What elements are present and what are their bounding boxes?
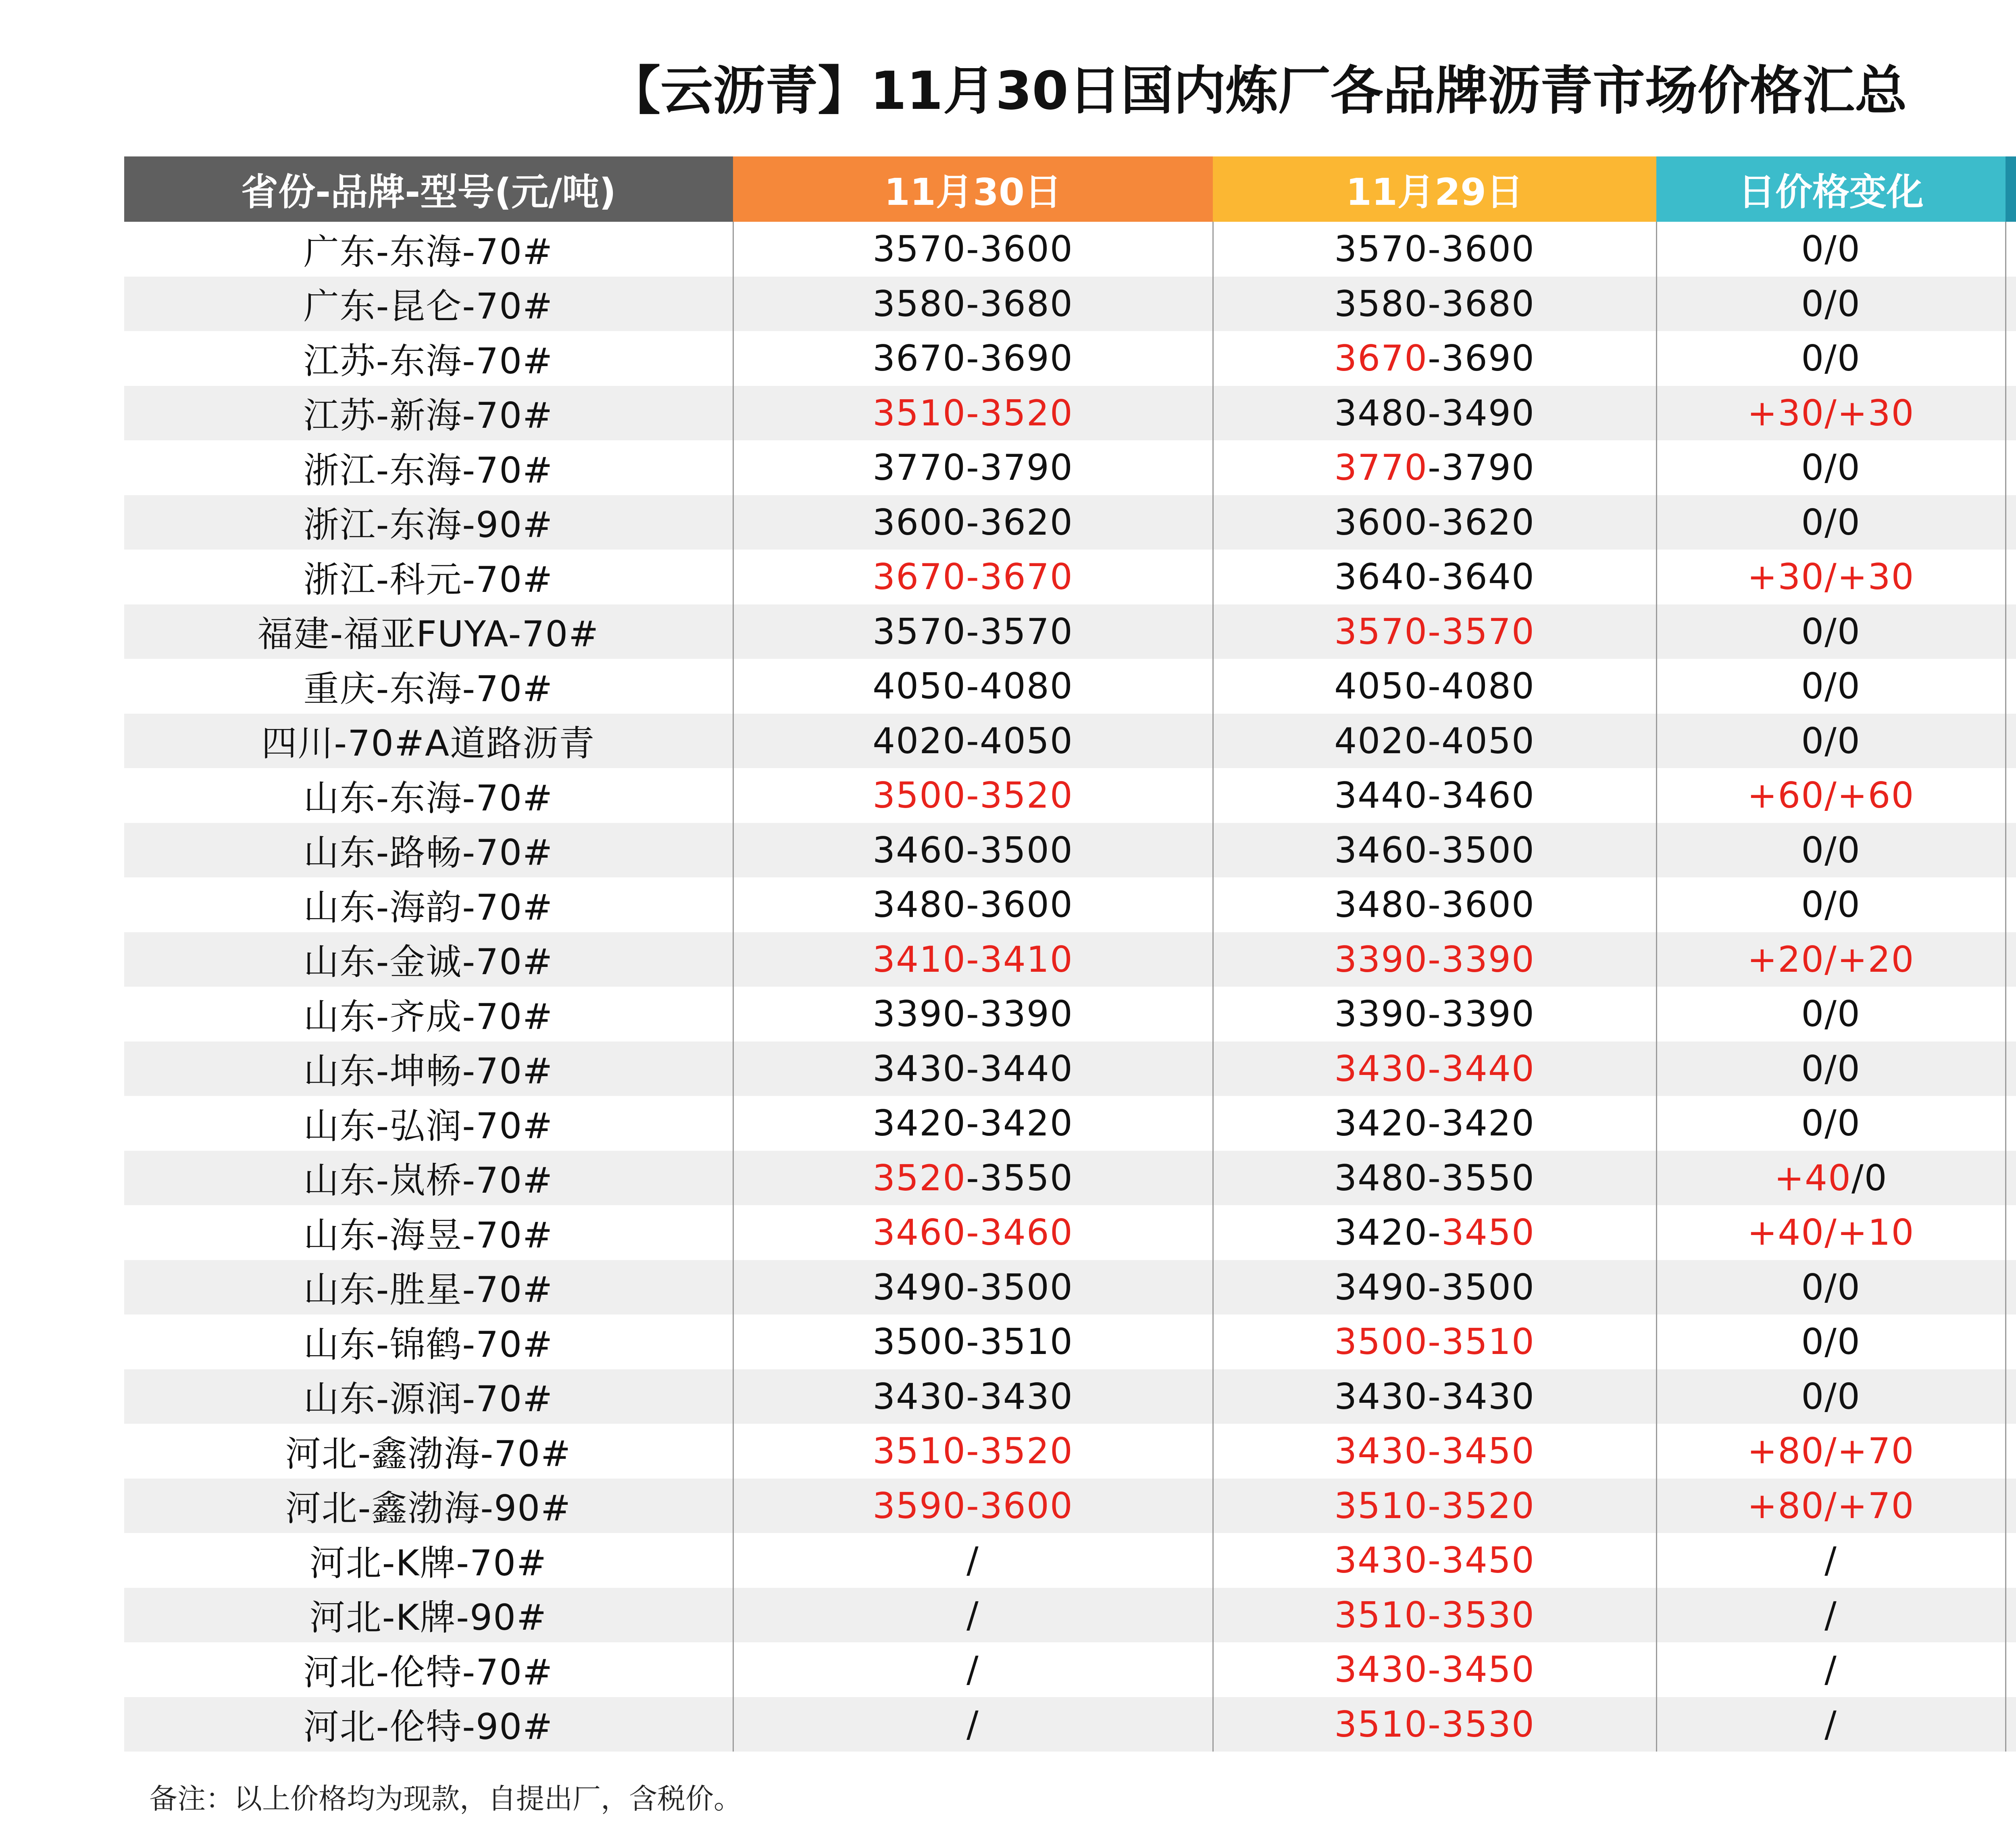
daily-change-cell bbox=[1656, 987, 2006, 1041]
cell-text: 3510-3520 bbox=[873, 1430, 1073, 1472]
today-price-cell bbox=[733, 877, 1213, 932]
weekly-change-cell bbox=[2006, 222, 2016, 277]
table-row bbox=[124, 440, 2016, 495]
yesterday-price-cell bbox=[1213, 1369, 1656, 1424]
weekly-change-cell bbox=[2006, 1369, 2016, 1424]
cell-text: 浙江-东海-90# bbox=[303, 504, 553, 546]
brand-cell bbox=[124, 823, 733, 878]
header-weekly-change bbox=[2006, 156, 2016, 222]
weekly-change-cell bbox=[2006, 768, 2016, 823]
cell-text: 3640-3640 bbox=[1334, 556, 1535, 598]
table-row bbox=[124, 1260, 2016, 1315]
cell-text: 3500-3510 bbox=[1334, 1321, 1535, 1363]
brand-cell bbox=[124, 495, 733, 550]
brand-cell bbox=[124, 331, 733, 386]
weekly-change-cell bbox=[2006, 1642, 2016, 1697]
brand-cell bbox=[124, 768, 733, 823]
today-price-cell bbox=[733, 768, 1213, 823]
cell-text: 山东-胜星-70# bbox=[303, 1269, 553, 1311]
cell-text: 3770 bbox=[1334, 447, 1428, 489]
cell-text: 四川-70#A道路沥青 bbox=[261, 723, 596, 764]
brand-cell bbox=[124, 659, 733, 714]
brand-cell bbox=[124, 714, 733, 769]
brand-cell bbox=[124, 440, 733, 495]
weekly-change-cell bbox=[2006, 714, 2016, 769]
table-row bbox=[124, 1642, 2016, 1697]
daily-change-cell bbox=[1656, 1151, 2006, 1206]
today-price-cell bbox=[733, 331, 1213, 386]
today-price-cell bbox=[733, 1424, 1213, 1479]
brand-cell bbox=[124, 1588, 733, 1643]
cell-text: 3390-3390 bbox=[1334, 938, 1535, 980]
yesterday-price-cell bbox=[1213, 714, 1656, 769]
cell-text: 0/0 bbox=[1801, 283, 1861, 325]
cell-text: 3500-3520 bbox=[873, 775, 1073, 817]
cell-text: 3460-3500 bbox=[873, 829, 1073, 871]
cell-text: 3510-3530 bbox=[1334, 1703, 1535, 1745]
cell-text: 0/0 bbox=[1801, 228, 1861, 270]
cell-text: 江苏-新海-70# bbox=[303, 395, 553, 437]
cell-text: 3580-3680 bbox=[1334, 283, 1535, 325]
header-yesterday-price: 11月29日 bbox=[1213, 156, 1656, 222]
cell-text: 江苏-东海-70# bbox=[303, 340, 553, 382]
today-price-cell bbox=[733, 1096, 1213, 1151]
weekly-change-cell bbox=[2006, 386, 2016, 441]
weekly-change-cell bbox=[2006, 1314, 2016, 1369]
cell-text: 福建-福亚FUYA-70# bbox=[257, 613, 599, 655]
cell-text: 山东-弘润-70# bbox=[303, 1105, 553, 1147]
cell-text: 山东-齐成-70# bbox=[303, 996, 553, 1037]
cell-text: 3590-3600 bbox=[873, 1485, 1073, 1527]
cell-text: 广东-东海-70# bbox=[303, 231, 553, 273]
cell-text: / bbox=[966, 1649, 979, 1691]
cell-text: / bbox=[966, 1594, 979, 1636]
table-row bbox=[124, 1697, 2016, 1752]
cell-text: 4050-4080 bbox=[1334, 665, 1535, 707]
cell-text: 0/0 bbox=[1801, 720, 1861, 762]
daily-change-cell bbox=[1656, 277, 2006, 331]
today-price-cell bbox=[733, 1369, 1213, 1424]
cell-text: 山东-锦鹤-70# bbox=[303, 1323, 553, 1365]
weekly-change-cell bbox=[2006, 1096, 2016, 1151]
today-price-cell bbox=[733, 1260, 1213, 1315]
cell-text: 0/0 bbox=[1801, 1266, 1861, 1308]
cell-text: +20/+20 bbox=[1747, 938, 1915, 980]
yesterday-price-cell bbox=[1213, 604, 1656, 659]
cell-text: 3770-3790 bbox=[873, 447, 1073, 489]
cell-text: / bbox=[1824, 1539, 1837, 1581]
cell-text: 3430-3450 bbox=[1334, 1649, 1535, 1691]
cell-text: 3390-3390 bbox=[1334, 993, 1535, 1035]
table-row bbox=[124, 987, 2016, 1041]
table-row bbox=[124, 823, 2016, 878]
table-row bbox=[124, 1533, 2016, 1588]
cell-text: 3510-3520 bbox=[1334, 1485, 1535, 1527]
yesterday-price-cell bbox=[1213, 932, 1656, 987]
cell-text: 3460-3500 bbox=[1334, 829, 1535, 871]
cell-text: -3690 bbox=[1428, 337, 1535, 379]
cell-text: 3510-3520 bbox=[873, 392, 1073, 434]
today-price-cell bbox=[733, 1533, 1213, 1588]
yesterday-price-cell bbox=[1213, 550, 1656, 604]
daily-change-cell bbox=[1656, 386, 2006, 441]
weekly-change-cell bbox=[2006, 1205, 2016, 1260]
today-price-cell bbox=[733, 1314, 1213, 1369]
today-price-cell bbox=[733, 550, 1213, 604]
daily-change-cell bbox=[1656, 1533, 2006, 1588]
cell-text: 3430-3450 bbox=[1334, 1539, 1535, 1581]
table-row bbox=[124, 222, 2016, 277]
cell-text: 0/0 bbox=[1801, 610, 1861, 652]
cell-text: +80/+70 bbox=[1747, 1430, 1915, 1472]
cell-text: 山东-坤畅-70# bbox=[303, 1050, 553, 1092]
table-row bbox=[124, 1096, 2016, 1151]
brand-cell bbox=[124, 932, 733, 987]
cell-text: 3480-3600 bbox=[873, 884, 1073, 926]
cell-text: 3570-3570 bbox=[1334, 610, 1535, 652]
yesterday-price-cell bbox=[1213, 1588, 1656, 1643]
cell-text: 山东-东海-70# bbox=[303, 777, 553, 819]
cell-text: +30/+30 bbox=[1747, 392, 1915, 434]
cell-text: / bbox=[1824, 1594, 1837, 1636]
brand-cell bbox=[124, 1369, 733, 1424]
price-table bbox=[124, 156, 2016, 1752]
weekly-change-cell bbox=[2006, 1151, 2016, 1206]
cell-text: +40/+10 bbox=[1747, 1212, 1915, 1254]
table-row bbox=[124, 1205, 2016, 1260]
cell-text: 0/0 bbox=[1801, 1321, 1861, 1363]
daily-change-cell bbox=[1656, 1041, 2006, 1096]
today-price-cell bbox=[733, 440, 1213, 495]
brand-cell bbox=[124, 1041, 733, 1096]
today-price-cell bbox=[733, 386, 1213, 441]
cell-text: /0 bbox=[1851, 1157, 1888, 1199]
today-price-cell bbox=[733, 222, 1213, 277]
daily-change-cell bbox=[1656, 222, 2006, 277]
cell-text: 山东-海韵-70# bbox=[303, 886, 553, 928]
brand-cell bbox=[124, 987, 733, 1041]
cell-text: +60/+60 bbox=[1747, 775, 1915, 817]
cell-text: 4020-4050 bbox=[873, 720, 1073, 762]
cell-text: 3570-3570 bbox=[873, 610, 1073, 652]
cell-text: 河北-鑫渤海-90# bbox=[285, 1487, 571, 1529]
table-row bbox=[124, 932, 2016, 987]
cell-text: 广东-昆仑-70# bbox=[303, 285, 553, 327]
cell-text: / bbox=[1824, 1703, 1837, 1745]
cell-text: 3430-3430 bbox=[873, 1375, 1073, 1417]
weekly-change-cell bbox=[2006, 987, 2016, 1041]
daily-change-cell bbox=[1656, 877, 2006, 932]
daily-change-cell bbox=[1656, 1424, 2006, 1479]
cell-text: 3410-3410 bbox=[873, 938, 1073, 980]
weekly-change-cell bbox=[2006, 331, 2016, 386]
table-row bbox=[124, 1369, 2016, 1424]
cell-text: +40 bbox=[1774, 1157, 1852, 1199]
yesterday-price-cell bbox=[1213, 823, 1656, 878]
daily-change-cell bbox=[1656, 1260, 2006, 1315]
cell-text: 3670-3690 bbox=[873, 337, 1073, 379]
cell-text: -3550 bbox=[966, 1157, 1073, 1199]
cell-text: / bbox=[966, 1703, 979, 1745]
weekly-change-cell bbox=[2006, 659, 2016, 714]
table-row bbox=[124, 331, 2016, 386]
cell-text: 3600-3620 bbox=[873, 501, 1073, 543]
footnote: 备注：以上价格均为现款，自提出厂，含税价。 bbox=[149, 1782, 742, 1815]
weekly-change-cell bbox=[2006, 1588, 2016, 1643]
cell-text: -3790 bbox=[1428, 447, 1535, 489]
table-header-row bbox=[124, 156, 2016, 222]
today-price-cell bbox=[733, 1479, 1213, 1533]
cell-text: 0/0 bbox=[1801, 337, 1861, 379]
yesterday-price-cell bbox=[1213, 768, 1656, 823]
cell-text: 3460-3460 bbox=[873, 1212, 1073, 1254]
brand-cell bbox=[124, 1260, 733, 1315]
cell-text: 3440-3460 bbox=[1334, 775, 1535, 817]
brand-cell bbox=[124, 1697, 733, 1752]
table-row bbox=[124, 659, 2016, 714]
yesterday-price-cell bbox=[1213, 877, 1656, 932]
weekly-change-cell bbox=[2006, 495, 2016, 550]
brand-cell bbox=[124, 1096, 733, 1151]
weekly-change-cell bbox=[2006, 1260, 2016, 1315]
weekly-change-cell bbox=[2006, 877, 2016, 932]
today-price-cell bbox=[733, 823, 1213, 878]
cell-text: 山东-岚桥-70# bbox=[303, 1160, 553, 1202]
cell-text: 3390-3390 bbox=[873, 993, 1073, 1035]
cell-text: 3430-3430 bbox=[1334, 1375, 1535, 1417]
cell-text: 3480-3600 bbox=[1334, 884, 1535, 926]
cell-text: 河北-伦特-70# bbox=[303, 1651, 553, 1693]
table-row bbox=[124, 1424, 2016, 1479]
yesterday-price-cell bbox=[1213, 440, 1656, 495]
cell-text: 3670 bbox=[1334, 337, 1428, 379]
yesterday-price-cell bbox=[1213, 277, 1656, 331]
cell-text: 0/0 bbox=[1801, 1048, 1861, 1089]
yesterday-price-cell bbox=[1213, 495, 1656, 550]
yesterday-price-cell bbox=[1213, 1096, 1656, 1151]
table-row bbox=[124, 386, 2016, 441]
cell-text: 河北-鑫渤海-70# bbox=[285, 1433, 571, 1475]
daily-change-cell bbox=[1656, 331, 2006, 386]
today-price-cell bbox=[733, 987, 1213, 1041]
today-price-cell bbox=[733, 1205, 1213, 1260]
daily-change-cell bbox=[1656, 1642, 2006, 1697]
cell-text: +80/+70 bbox=[1747, 1485, 1915, 1527]
brand-cell bbox=[124, 1533, 733, 1588]
brand-cell bbox=[124, 1424, 733, 1479]
cell-text: 0/0 bbox=[1801, 447, 1861, 489]
yesterday-price-cell bbox=[1213, 1533, 1656, 1588]
yesterday-price-cell bbox=[1213, 1642, 1656, 1697]
weekly-change-cell bbox=[2006, 604, 2016, 659]
today-price-cell bbox=[733, 277, 1213, 331]
yesterday-price-cell bbox=[1213, 659, 1656, 714]
cell-text: 3430-3450 bbox=[1334, 1430, 1535, 1472]
cell-text: 3450 bbox=[1441, 1212, 1535, 1254]
table-row bbox=[124, 877, 2016, 932]
cell-text: 河北-伦特-90# bbox=[303, 1706, 553, 1748]
brand-cell bbox=[124, 277, 733, 331]
daily-change-cell bbox=[1656, 1314, 2006, 1369]
cell-text: 0/0 bbox=[1801, 993, 1861, 1035]
yesterday-price-cell bbox=[1213, 1041, 1656, 1096]
daily-change-cell bbox=[1656, 1479, 2006, 1533]
cell-text: 0/0 bbox=[1801, 1375, 1861, 1417]
cell-text: 0/0 bbox=[1801, 1102, 1861, 1144]
table-row bbox=[124, 495, 2016, 550]
daily-change-cell bbox=[1656, 823, 2006, 878]
cell-text: 河北-K牌-90# bbox=[309, 1597, 547, 1639]
brand-cell bbox=[124, 877, 733, 932]
today-price-cell bbox=[733, 604, 1213, 659]
daily-change-cell bbox=[1656, 550, 2006, 604]
table-row bbox=[124, 604, 2016, 659]
cell-text: 3420-3420 bbox=[873, 1102, 1073, 1144]
today-price-cell bbox=[733, 1151, 1213, 1206]
table-row bbox=[124, 1151, 2016, 1206]
table-row bbox=[124, 277, 2016, 331]
today-price-cell bbox=[733, 1697, 1213, 1752]
cell-text: / bbox=[966, 1539, 979, 1581]
daily-change-cell bbox=[1656, 932, 2006, 987]
cell-text: 3510-3530 bbox=[1334, 1594, 1535, 1636]
cell-text: 4050-4080 bbox=[873, 665, 1073, 707]
table-row bbox=[124, 1041, 2016, 1096]
table-row bbox=[124, 768, 2016, 823]
table-row bbox=[124, 1314, 2016, 1369]
cell-text: +30/+30 bbox=[1747, 556, 1915, 598]
cell-text: 3420- bbox=[1334, 1212, 1441, 1254]
weekly-change-cell bbox=[2006, 440, 2016, 495]
cell-text: 3490-3500 bbox=[1334, 1266, 1535, 1308]
today-price-cell bbox=[733, 495, 1213, 550]
yesterday-price-cell bbox=[1213, 1314, 1656, 1369]
daily-change-cell bbox=[1656, 1096, 2006, 1151]
yesterday-price-cell bbox=[1213, 1479, 1656, 1533]
cell-text: 0/0 bbox=[1801, 884, 1861, 926]
yesterday-price-cell bbox=[1213, 1205, 1656, 1260]
daily-change-cell bbox=[1656, 1369, 2006, 1424]
cell-text: 浙江-东海-70# bbox=[303, 449, 553, 491]
weekly-change-cell bbox=[2006, 1533, 2016, 1588]
cell-text: 0/0 bbox=[1801, 665, 1861, 707]
weekly-change-cell bbox=[2006, 277, 2016, 331]
daily-change-cell bbox=[1656, 440, 2006, 495]
today-price-cell bbox=[733, 714, 1213, 769]
brand-cell bbox=[124, 604, 733, 659]
cell-text: 0/0 bbox=[1801, 829, 1861, 871]
weekly-change-cell bbox=[2006, 1479, 2016, 1533]
yesterday-price-cell bbox=[1213, 331, 1656, 386]
cell-text: 3420-3420 bbox=[1334, 1102, 1535, 1144]
cell-text: 3490-3500 bbox=[873, 1266, 1073, 1308]
today-price-cell bbox=[733, 1642, 1213, 1697]
daily-change-cell bbox=[1656, 768, 2006, 823]
weekly-change-cell bbox=[2006, 1697, 2016, 1752]
cell-text: 河北-K牌-70# bbox=[309, 1542, 547, 1584]
cell-text: 山东-金诚-70# bbox=[303, 941, 553, 983]
daily-change-cell bbox=[1656, 1588, 2006, 1643]
cell-text: 4020-4050 bbox=[1334, 720, 1535, 762]
cell-text: 重庆-东海-70# bbox=[303, 668, 553, 710]
yesterday-price-cell bbox=[1213, 1151, 1656, 1206]
yesterday-price-cell bbox=[1213, 222, 1656, 277]
brand-cell bbox=[124, 1205, 733, 1260]
daily-change-cell bbox=[1656, 1697, 2006, 1752]
weekly-change-cell bbox=[2006, 1424, 2016, 1479]
cell-text: 3670-3670 bbox=[873, 556, 1073, 598]
brand-cell bbox=[124, 222, 733, 277]
yesterday-price-cell bbox=[1213, 987, 1656, 1041]
brand-cell bbox=[124, 1151, 733, 1206]
cell-text: 3580-3680 bbox=[873, 283, 1073, 325]
daily-change-cell bbox=[1656, 1205, 2006, 1260]
cell-text: 山东-源润-70# bbox=[303, 1378, 553, 1420]
yesterday-price-cell bbox=[1213, 1424, 1656, 1479]
table-row bbox=[124, 550, 2016, 604]
brand-cell bbox=[124, 1642, 733, 1697]
daily-change-cell bbox=[1656, 604, 2006, 659]
daily-change-cell bbox=[1656, 714, 2006, 769]
yesterday-price-cell bbox=[1213, 1697, 1656, 1752]
cell-text: 3430-3440 bbox=[873, 1048, 1073, 1089]
weekly-change-cell bbox=[2006, 932, 2016, 987]
brand-cell bbox=[124, 386, 733, 441]
table-row bbox=[124, 714, 2016, 769]
table-row bbox=[124, 1588, 2016, 1643]
cell-text: 山东-海昱-70# bbox=[303, 1214, 553, 1256]
brand-cell bbox=[124, 1314, 733, 1369]
daily-change-cell bbox=[1656, 659, 2006, 714]
daily-change-cell bbox=[1656, 495, 2006, 550]
cell-text: 3520 bbox=[873, 1157, 966, 1199]
cell-text: 浙江-科元-70# bbox=[303, 558, 553, 600]
today-price-cell bbox=[733, 1041, 1213, 1096]
cell-text: 3500-3510 bbox=[873, 1321, 1073, 1363]
today-price-cell bbox=[733, 932, 1213, 987]
weekly-change-cell bbox=[2006, 823, 2016, 878]
cell-text: 3480-3550 bbox=[1334, 1157, 1535, 1199]
weekly-change-cell bbox=[2006, 1041, 2016, 1096]
page-title: 【云沥青】11月30日国内炼厂各品牌沥青市场价格汇总 bbox=[608, 60, 1907, 121]
today-price-cell bbox=[733, 659, 1213, 714]
weekly-change-cell bbox=[2006, 550, 2016, 604]
header-daily-change: 日价格变化 bbox=[1656, 156, 2006, 222]
cell-text: 山东-路畅-70# bbox=[303, 832, 553, 874]
cell-text: 3600-3620 bbox=[1334, 501, 1535, 543]
header-today-price: 11月30日 bbox=[733, 156, 1213, 222]
yesterday-price-cell bbox=[1213, 1260, 1656, 1315]
cell-text: 0/0 bbox=[1801, 501, 1861, 543]
table-row bbox=[124, 1479, 2016, 1533]
cell-text: 3570-3600 bbox=[873, 228, 1073, 270]
cell-text: 3480-3490 bbox=[1334, 392, 1535, 434]
cell-text: 3430-3440 bbox=[1334, 1048, 1535, 1089]
brand-cell bbox=[124, 550, 733, 604]
cell-text: / bbox=[1824, 1649, 1837, 1691]
header-brand: 省份-品牌-型号(元/吨) bbox=[124, 156, 733, 222]
cell-text: 3570-3600 bbox=[1334, 228, 1535, 270]
brand-cell bbox=[124, 1479, 733, 1533]
yesterday-price-cell bbox=[1213, 386, 1656, 441]
today-price-cell bbox=[733, 1588, 1213, 1643]
